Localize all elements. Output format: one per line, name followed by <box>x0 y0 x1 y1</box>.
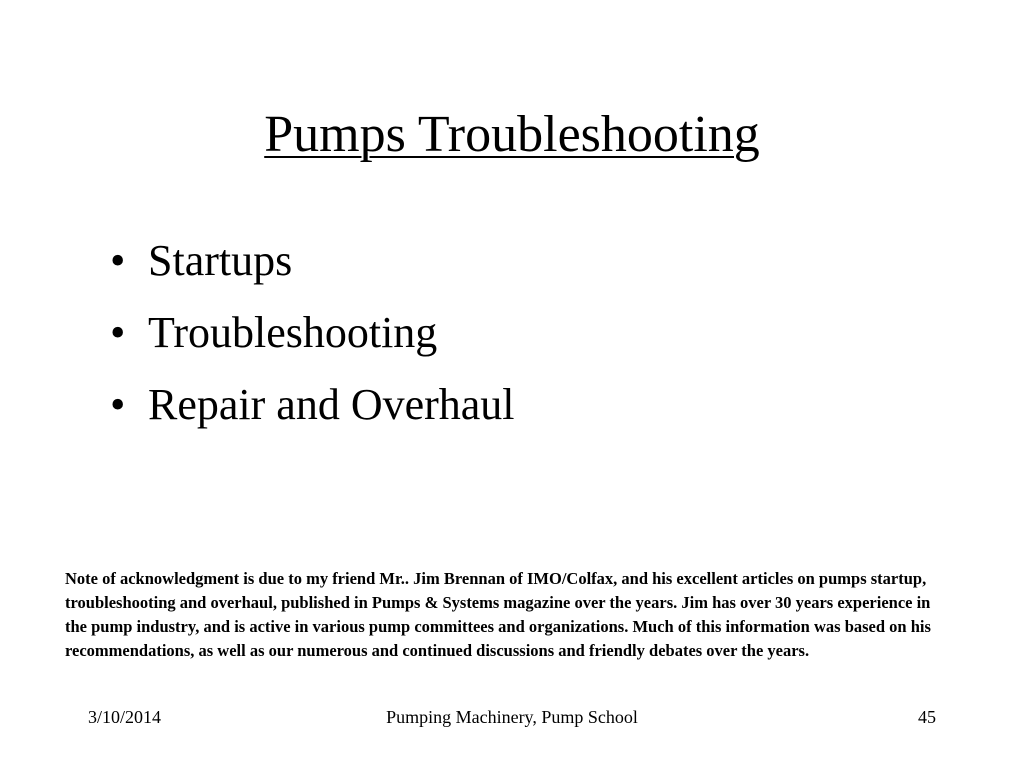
bullet-dot-icon: • <box>110 308 126 357</box>
bullet-text: Troubleshooting <box>148 308 438 357</box>
bullet-dot-icon: • <box>110 236 126 285</box>
footer-date: 3/10/2014 <box>88 707 162 727</box>
bullet-text: Startups <box>148 236 293 285</box>
acknowledgment-note <box>65 567 945 663</box>
footer-page-number: 45 <box>918 707 936 727</box>
bullet-item-troubleshooting <box>110 297 515 369</box>
slide-title: Pumps Troubleshooting <box>264 106 760 163</box>
bullet-list <box>110 225 515 441</box>
footer-title: Pumping Machinery, Pump School <box>386 707 638 727</box>
bullet-item-repair-overhaul <box>110 369 515 441</box>
bullet-text: Repair and Overhaul <box>148 380 515 429</box>
bullet-dot-icon: • <box>110 380 126 429</box>
acknowledgment-text: Note of acknowledgment is due to my friend Mr.. Jim Brennan of IMO/Colfax, and his excellent articles on pumps startup, troubleshooting and overhaul, published in Pumps & Systems magazine over the years. Jim has over 30 years experience in the pump industry, and is active in various pump committees and organizations. Much of this information was based on his recommendations, as well as our numerous and continued discussions and friendly debates over the years. <box>65 569 931 660</box>
bullet-item-startups <box>110 225 515 297</box>
